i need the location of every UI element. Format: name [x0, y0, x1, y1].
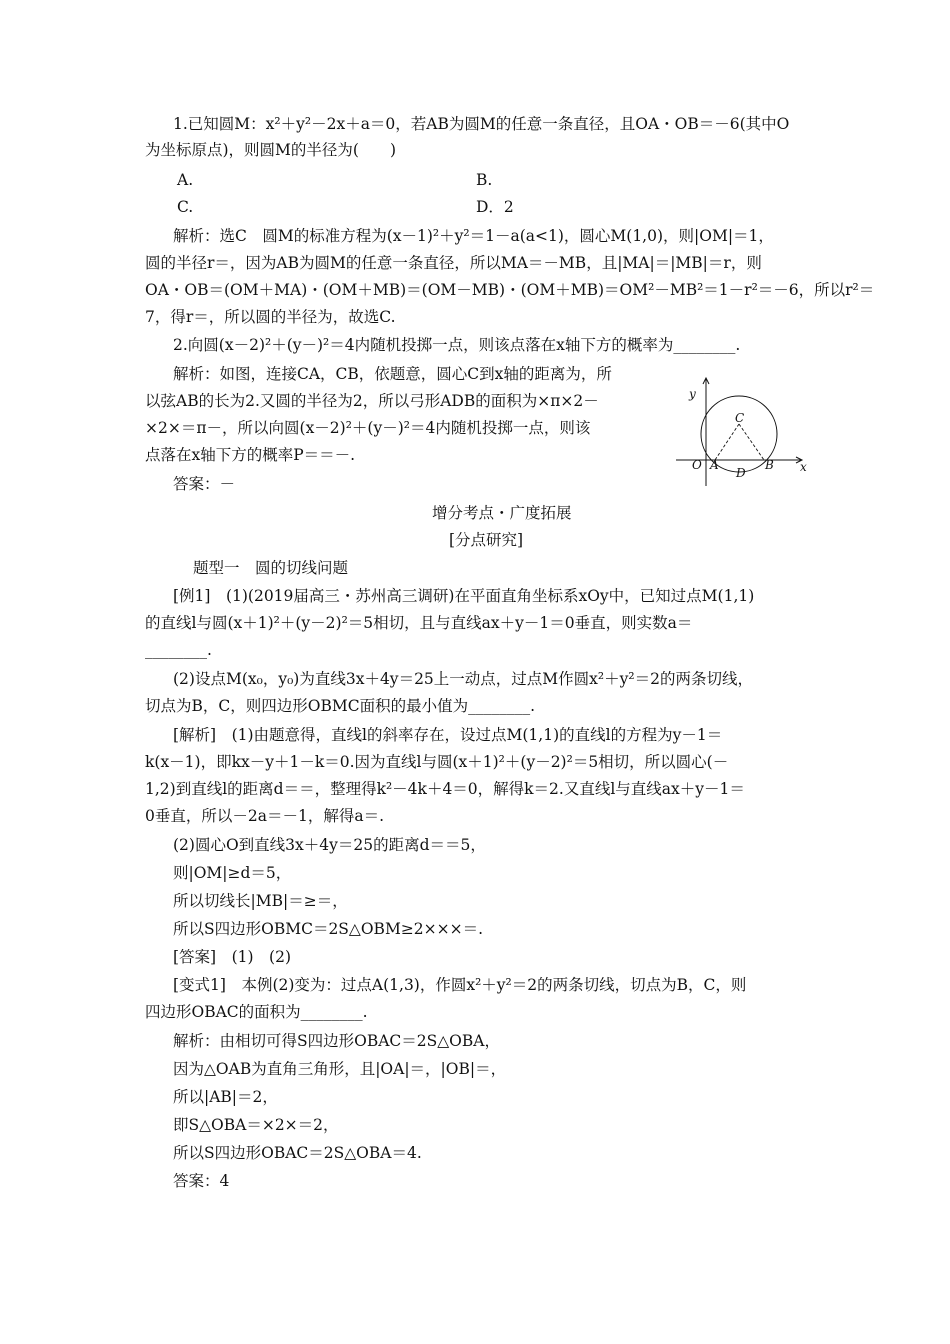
text-line: 所以|AB|＝2，: [173, 1088, 278, 1106]
radius-cb: [739, 424, 764, 460]
text-line: A.: [177, 171, 194, 189]
text-line: 点落在x轴下方的概率P＝＝－.: [145, 446, 356, 464]
text-line: 0垂直，所以－2a＝－1，解得a＝.: [145, 807, 384, 825]
text-line: 1,2)到直线l的距离d＝＝，整理得k²－4k＋4＝0，解得k＝2.又直线l与直线ax＋y－1＝: [145, 780, 745, 798]
text-line: 题型一 圆的切线问题: [193, 559, 349, 577]
text-line: 则|OM|≥d＝5，: [173, 864, 292, 882]
text-line: 解析：选C 圆M的标准方程为(x－1)²＋y²＝1－a(a<1)，圆心M(1,0)，则|OM|＝1，: [173, 227, 774, 245]
point-b-label: B: [765, 458, 774, 472]
point-a-label: A: [710, 458, 719, 472]
text-line: [分点研究]: [449, 531, 524, 549]
text-line: [变式1] 本例(2)变为：过点A(1,3)，作圆x²＋y²＝2的两条切线，切点为B，C，则: [173, 976, 747, 994]
circle-figure: [672, 376, 812, 492]
text-line: 2.向圆(x－2)²＋(y－)²＝4内随机投掷一点，则该点落在x轴下方的概率为________.: [173, 336, 741, 354]
text-line: 所以S四边形OBMC＝2S△OBM≥2×××＝.: [173, 920, 484, 938]
text-line: [答案] (1) (2): [173, 948, 292, 966]
point-d-label: D: [736, 466, 746, 480]
text-line: 以弦AB的长为2.又圆的半径为2，所以弓形ADB的面积为×π×2－: [145, 392, 599, 410]
text-line: [解析] (1)由题意得，直线l的斜率存在，设过点M(1,1)的直线l的方程为y－1＝: [173, 726, 723, 744]
text-line: 答案：4: [173, 1172, 230, 1190]
text-line: ×2×＝π－，所以向圆(x－2)²＋(y－)²＝4内随机投掷一点，则该: [145, 419, 591, 437]
origin-label: O: [692, 458, 702, 472]
text-line: (2)设点M(x₀，y₀)为直线3x＋4y＝25上一动点，过点M作圆x²＋y²＝2的两条切线，: [173, 670, 753, 688]
text-line: 1.已知圆M：x²＋y²－2x＋a＝0，若AB为圆M的任意一条直径，且OA・OB＝－6(其中O: [173, 115, 790, 133]
text-line: 所以S四边形OBAC＝2S△OBA＝4.: [173, 1144, 422, 1162]
circle-diagram: [672, 376, 812, 488]
x-axis-label: x: [800, 460, 807, 474]
text-line: 为坐标原点)，则圆M的半径为( ): [145, 141, 397, 159]
text-line: ________.: [145, 641, 212, 659]
text-line: 的直线l与圆(x＋1)²＋(y－2)²＝5相切，且与直线ax＋y－1＝0垂直，则实数a＝: [145, 614, 693, 632]
text-line: 因为△OAB为直角三角形，且|OA|＝，|OB|＝，: [173, 1060, 507, 1078]
text-line: D．2: [476, 198, 514, 216]
text-line: 即S△OBA＝×2×＝2，: [173, 1116, 339, 1134]
text-line: 四边形OBAC的面积为________.: [145, 1003, 368, 1021]
radius-ca: [715, 424, 739, 460]
text-line: [例1] (1)(2019届高三・苏州高三调研)在平面直角坐标系xOy中，已知过点M(1,1): [173, 587, 755, 605]
text-line: B.: [476, 171, 493, 189]
text-line: C.: [177, 198, 194, 216]
text-line: 答案：－: [173, 475, 236, 493]
text-line: 所以切线长|MB|＝≥＝，: [173, 892, 348, 910]
text-line: k(x－1)，即kx－y＋1－k＝0.因为直线l与圆(x＋1)²＋(y－2)²＝5相切，所以圆心(－: [145, 753, 729, 771]
text-line: 解析：如图，连接CA，CB，依题意，圆心C到x轴的距离为，所: [173, 365, 612, 383]
text-line: 增分考点・广度拓展: [432, 504, 572, 522]
y-axis-label: y: [689, 387, 696, 401]
text-line: 切点为B，C，则四边形OBMC面积的最小值为________.: [145, 697, 536, 715]
point-c-label: C: [735, 411, 745, 425]
text-line: 圆的半径r＝，因为AB为圆M的任意一条直径，所以MA＝－MB，且|MA|＝|MB|＝r，则: [145, 254, 762, 272]
text-line: (2)圆心O到直线3x＋4y＝25的距离d＝＝5，: [173, 836, 486, 854]
text-line: 解析：由相切可得S四边形OBAC＝2S△OBA，: [173, 1032, 500, 1050]
text-line: OA・OB＝(OM＋MA)・(OM＋MB)＝(OM－MB)・(OM＋MB)＝OM²－MB²＝1－r²＝－6，所以r²＝: [145, 281, 875, 299]
text-line: 7，得r＝，所以圆的半径为，故选C.: [145, 308, 396, 326]
